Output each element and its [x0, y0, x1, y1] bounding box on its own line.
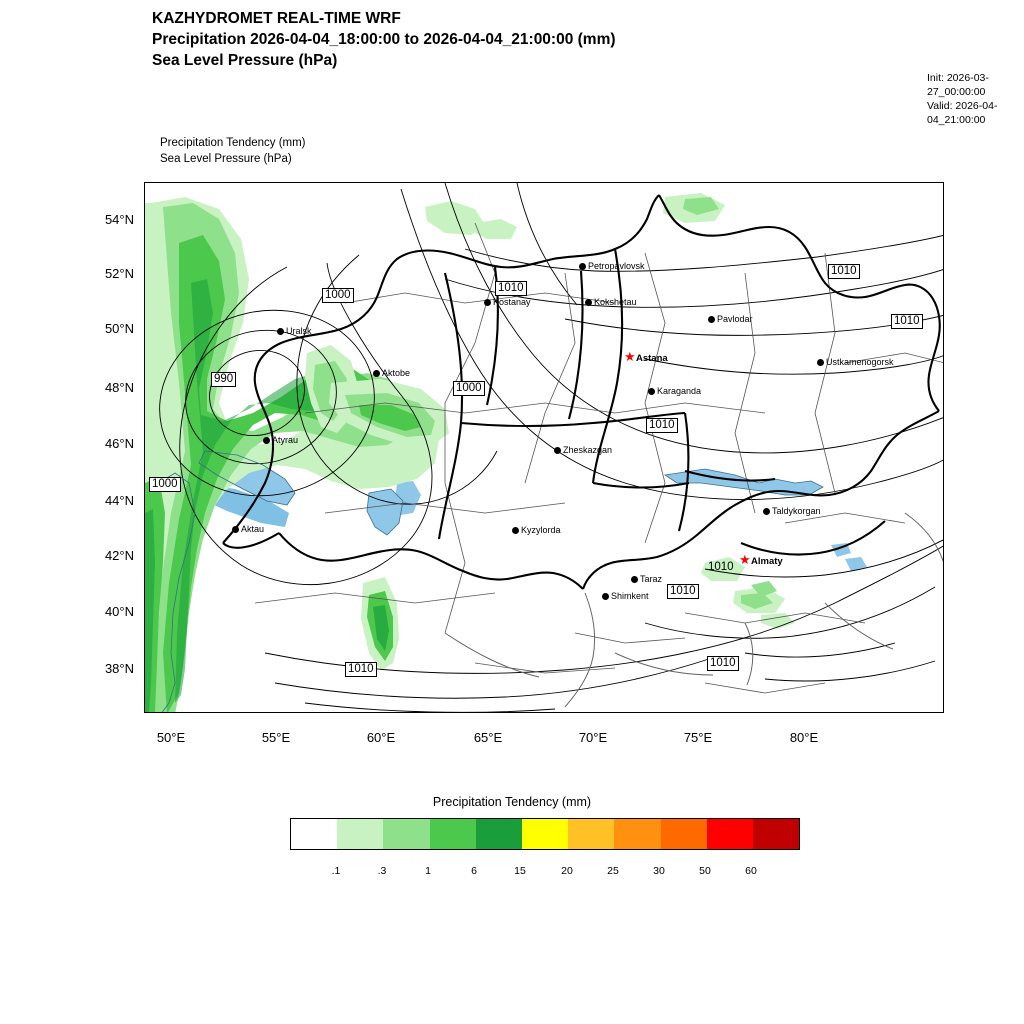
city-label: Ustkamenogorsk	[826, 357, 894, 367]
water-bodies	[147, 451, 867, 713]
lon-label: 65°E	[473, 730, 503, 745]
colorbar-tick: .1	[331, 865, 341, 877]
colorbar-swatch	[568, 819, 614, 849]
neighbor-borders	[445, 513, 944, 707]
colorbar	[290, 818, 800, 850]
isobar-label: 1010	[707, 656, 739, 671]
lat-label: 54°N	[104, 212, 134, 227]
star-icon: ★	[739, 552, 751, 567]
city-dot	[512, 527, 519, 534]
colorbar-swatch	[291, 819, 337, 849]
colorbar-tick: 60	[745, 865, 757, 877]
isobar-label: 1000	[322, 288, 354, 303]
city-label: Almaty	[751, 556, 783, 567]
city-dot	[373, 370, 380, 377]
lat-label: 42°N	[104, 548, 134, 563]
lon-label: 75°E	[683, 730, 713, 745]
city-dot	[631, 576, 638, 583]
city-dot	[585, 299, 592, 306]
city-dot	[763, 508, 770, 515]
lon-label: 70°E	[578, 730, 608, 745]
lat-label: 52°N	[104, 266, 134, 281]
lat-label: 50°N	[104, 321, 134, 336]
plot-subcaption	[160, 136, 306, 167]
subcaption-slp: Sea Level Pressure (hPa)	[160, 152, 292, 165]
city-label: Shimkent	[611, 591, 649, 601]
lat-label: 48°N	[104, 380, 134, 395]
colorbar-title: Precipitation Tendency (mm)	[432, 795, 592, 809]
city-dot	[484, 299, 491, 306]
isobar-label: 1010	[667, 584, 699, 599]
lat-label: 44°N	[104, 493, 134, 508]
colorbar-swatch	[430, 819, 476, 849]
isobar-label: 1010	[828, 264, 860, 279]
lat-label: 40°N	[104, 604, 134, 619]
colorbar-tick: 20	[561, 865, 573, 877]
city-label: Taraz	[640, 574, 663, 584]
colorbar-swatch	[476, 819, 522, 849]
city-label: Kostanay	[493, 297, 531, 307]
colorbar-swatch	[707, 819, 753, 849]
city-label: Zheskazgan	[563, 445, 613, 455]
subcaption-precip: Precipitation Tendency (mm)	[160, 137, 306, 149]
init-valid-block	[927, 71, 1012, 127]
city-label: Kyzylorda	[521, 525, 561, 535]
city-label: Uralsk	[286, 326, 312, 336]
city-label: Astana	[636, 353, 668, 364]
colorbar-swatch	[522, 819, 568, 849]
city-dot	[648, 388, 655, 395]
precipitation-shading	[145, 193, 795, 713]
city-label: Kokshetau	[594, 297, 637, 307]
isobar-label: 1000	[453, 381, 485, 396]
colorbar-swatch	[614, 819, 660, 849]
city-dot	[708, 316, 715, 323]
init-time: Init: 2026-03-27_00:00:00	[927, 72, 989, 98]
isobar-label: 1010	[495, 281, 527, 296]
colorbar-tick: 25	[607, 865, 619, 877]
isobar-label: 1010	[891, 314, 923, 329]
colorbar-ticks	[290, 865, 800, 881]
map-boundaries	[159, 223, 944, 713]
city-label: Atyrau	[272, 435, 299, 445]
colorbar-swatch	[661, 819, 707, 849]
lon-label: 55°E	[261, 730, 291, 745]
city-dot	[817, 359, 824, 366]
city-dot	[602, 593, 609, 600]
lon-label: 80°E	[789, 730, 819, 745]
colorbar-swatch	[383, 819, 429, 849]
city-label: Taldykorgan	[772, 506, 821, 516]
isobar-label: 1010	[708, 561, 734, 573]
lat-label: 46°N	[104, 436, 134, 451]
title-line-1: KAZHYDROMET REAL-TIME WRF	[152, 10, 401, 27]
weather-map[interactable]	[144, 182, 944, 713]
colorbar-tick: 15	[514, 865, 526, 877]
lon-label: 60°E	[366, 730, 396, 745]
isobar-label: 1010	[646, 418, 678, 433]
colorbar-tick: 1	[425, 865, 431, 877]
isobar-label: 990	[211, 372, 236, 387]
city-label: Petropavlovsk	[588, 261, 645, 271]
colorbar-tick: 50	[699, 865, 711, 877]
isobar-label: 1010	[345, 662, 377, 677]
city-dot	[263, 437, 270, 444]
city-label: Karaganda	[657, 386, 702, 396]
header	[152, 8, 1012, 126]
colorbar-swatch	[337, 819, 383, 849]
colorbar-tick: 30	[653, 865, 665, 877]
star-icon: ★	[624, 349, 636, 364]
city-label: Pavlodar	[717, 314, 753, 324]
map-canvas	[145, 183, 944, 713]
city-dot	[277, 328, 284, 335]
colorbar-tick: 6	[471, 865, 477, 877]
title-line-2: Precipitation 2026-04-04_18:00:00 to 2026-04-04_21:00:00 (mm)	[152, 31, 616, 48]
isobar-label: 1000	[149, 477, 181, 492]
valid-time: Valid: 2026-04-04_21:00:00	[927, 100, 998, 126]
lat-label: 38°N	[104, 661, 134, 676]
city-label: Aktau	[241, 524, 265, 534]
title-line-3: Sea Level Pressure (hPa)	[152, 52, 338, 69]
city-dot	[232, 526, 239, 533]
city-label: Aktobe	[382, 368, 411, 378]
colorbar-swatch	[753, 819, 799, 849]
lon-label: 50°E	[156, 730, 186, 745]
city-dot	[554, 447, 561, 454]
colorbar-tick: .3	[377, 865, 387, 877]
city-dot	[579, 263, 586, 270]
